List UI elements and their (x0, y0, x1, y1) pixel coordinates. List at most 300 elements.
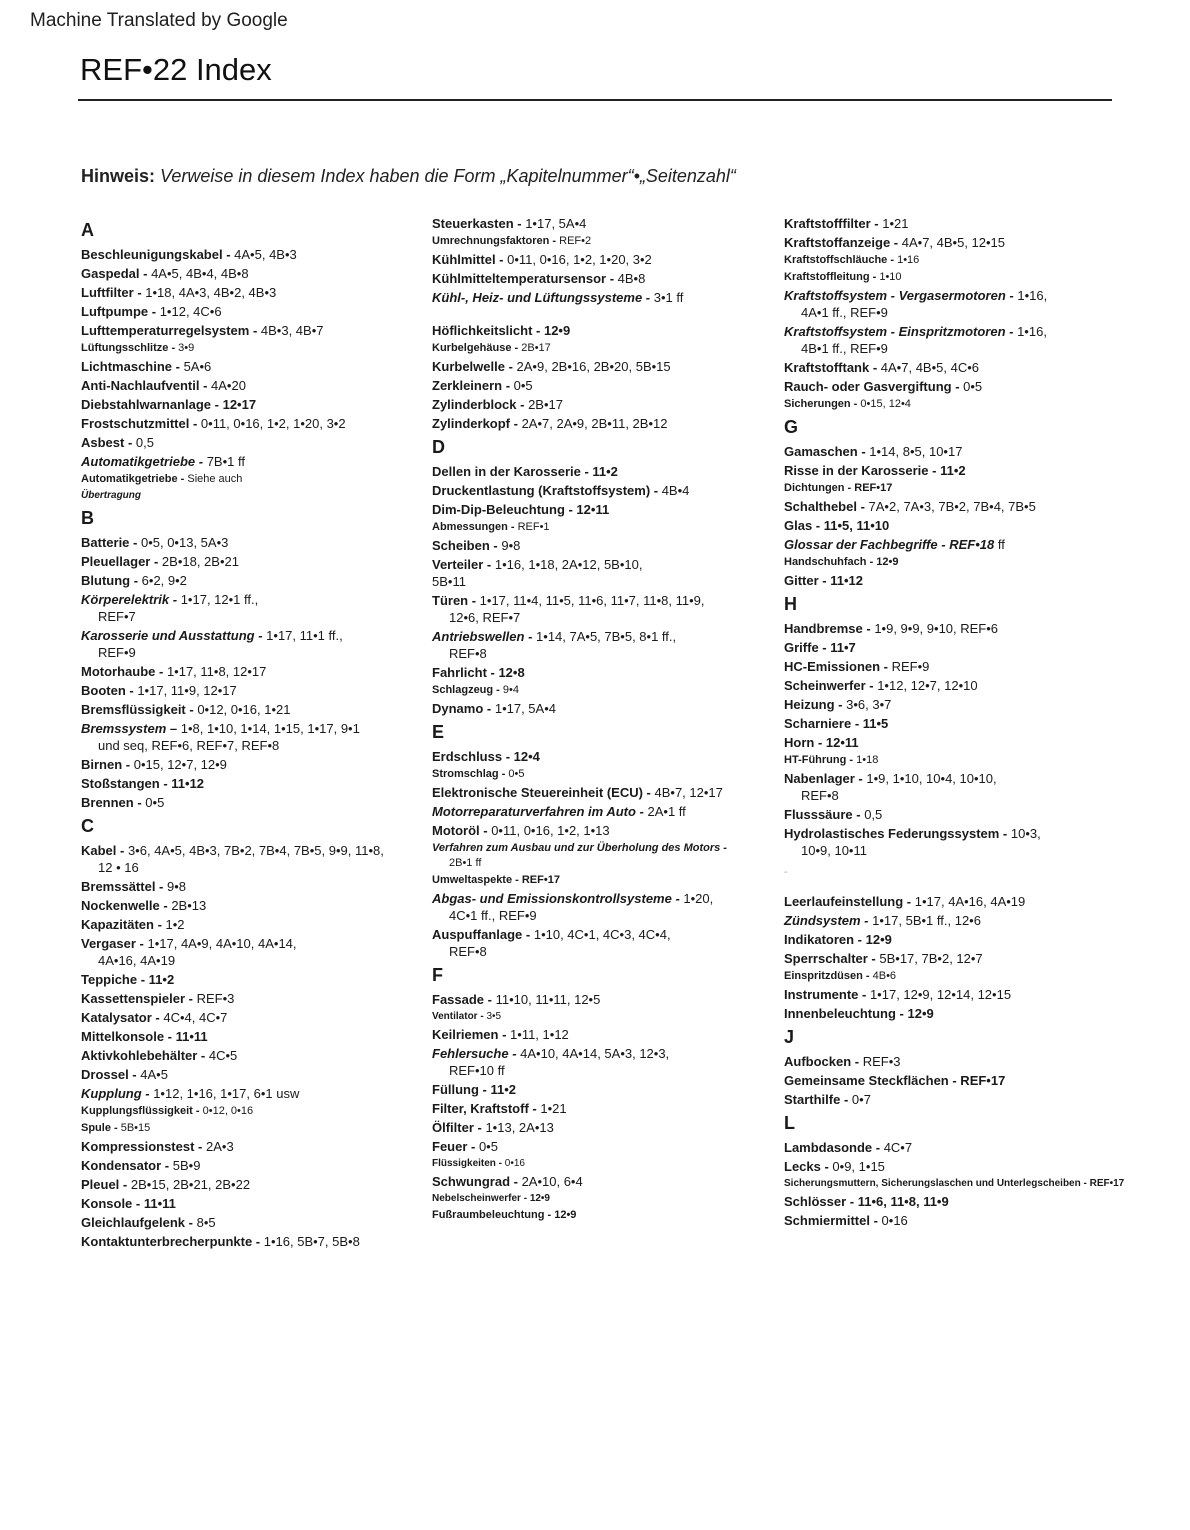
index-entry (81, 663, 426, 680)
entry-term: Anti-Nachlaufventil - (81, 378, 208, 393)
entry-refs: 0•11, 0•16, 1•2, 1•20, 3•2 (503, 252, 652, 267)
entry-term: Batterie - (81, 535, 138, 550)
entry-refs: 2B•17 (524, 397, 563, 412)
index-entry (81, 935, 426, 969)
entry-term: Lichtmaschine - (81, 359, 180, 374)
index-entry (81, 1138, 426, 1155)
index-entry (81, 396, 426, 413)
entry-term: Motoröl - (432, 823, 488, 838)
entry-term: Kupplung - (81, 1086, 150, 1101)
entry-term: Kompressionstest - (81, 1139, 203, 1154)
entry-term: Erdschluss - 12•4 (432, 749, 540, 764)
entry-refs: 9•4 (499, 684, 519, 696)
entry-term: Stoßstangen - 11•12 (81, 776, 205, 791)
index-entry (432, 1208, 777, 1223)
entry-term: Füllung - 11•2 (432, 1082, 517, 1097)
section-letter: D (432, 437, 445, 457)
entry-term: Scheinwerfer - (784, 678, 874, 693)
index-entry (784, 323, 1129, 357)
index-entry (81, 265, 426, 282)
entry-refs-continued: REF•8 (449, 944, 487, 959)
entry-refs: 1•8, 1•10, 1•14, 1•15, 1•17, 9•1 (177, 721, 360, 736)
entry-refs: 0•5, 0•13, 5A•3 (137, 535, 229, 550)
entry-refs: 1•11, 1•12 (506, 1027, 569, 1042)
index-entry (432, 1026, 777, 1043)
section-letter: G (784, 417, 799, 437)
note-text: Verweise in diesem Index haben die Form „Kapitelnummer“•„Seitenzahl“ (160, 166, 736, 186)
entry-term: Bremssättel - (81, 879, 164, 894)
entry-refs: 4C•7 (880, 1140, 913, 1155)
index-entry (784, 287, 1129, 321)
entry-term: Scheiben - (432, 538, 498, 553)
index-entry (81, 553, 426, 570)
entry-term: Abgas- und Emissionskontrollsysteme - (432, 891, 680, 906)
index-entry (432, 358, 777, 375)
index-entry (81, 627, 426, 661)
entry-term: Starthilfe - (784, 1092, 849, 1107)
entry-refs: 5A•6 (179, 359, 212, 374)
entry-term: Bremsflüssigkeit - (81, 702, 194, 717)
entry-term: Schmiermittel - (784, 1213, 878, 1228)
entry-refs: 0•12, 0•16 (199, 1105, 254, 1117)
entry-refs: 1•9, 9•9, 9•10, REF•6 (870, 621, 999, 636)
entry-refs: 4B•4 (658, 483, 690, 498)
entry-refs: 4A•5 (136, 1067, 168, 1082)
index-entry (81, 377, 426, 394)
index-entry (784, 677, 1129, 694)
index-entry (81, 572, 426, 589)
index-entry (81, 990, 426, 1007)
index-entry (432, 537, 777, 554)
entry-refs: 1•17, 11•8, 12•17 (163, 664, 267, 679)
entry-term: Elektronische Steuereinheit (ECU) - (432, 785, 651, 800)
entry-term: Keilriemen - (432, 1027, 507, 1042)
entry-refs: 1•9, 1•10, 10•4, 10•10, (862, 771, 997, 786)
entry-term: Kraftstoffanzeige - (784, 235, 899, 250)
section-letter: J (784, 1027, 795, 1047)
entry-term: Gleichlaufgelenk - (81, 1215, 193, 1230)
index-entry (81, 434, 426, 451)
index-entry (784, 481, 1129, 496)
entry-refs: 1•2 (161, 917, 185, 932)
entry-refs: 3•6, 3•7 (842, 697, 892, 712)
index-entry (432, 784, 777, 801)
entry-term: Automatikgetriebe - (81, 473, 185, 485)
entry-term: Handschuhfach - 12•9 (784, 556, 899, 568)
entry-refs: 4C•4, 4C•7 (159, 1010, 228, 1025)
entry-refs: 1•18, 4A•3, 4B•2, 4B•3 (141, 285, 277, 300)
entry-term: Motorreparaturverfahren im Auto - (432, 804, 644, 819)
index-entry (784, 1158, 1129, 1175)
stray-mark: - (784, 867, 788, 878)
entry-term: Dynamo - (432, 701, 492, 716)
entry-refs: 1•12, 4C•6 (156, 304, 222, 319)
entry-refs: 4A•5, 4B•4, 4B•8 (147, 266, 249, 281)
entry-refs: 4B•7, 12•17 (650, 785, 723, 800)
index-entry (784, 950, 1129, 967)
index-column-3 (784, 215, 1129, 1231)
index-entry (81, 358, 426, 375)
index-entry (784, 696, 1129, 713)
entry-term: Handbremse - (784, 621, 871, 636)
entry-refs: 0•5 (475, 1139, 498, 1154)
index-entry (432, 841, 777, 871)
index-entry (432, 270, 777, 287)
entry-refs: 2B•13 (167, 898, 207, 913)
index-entry (81, 842, 426, 876)
index-entry (784, 1139, 1129, 1156)
index-entry (432, 767, 777, 782)
entry-refs: 7A•2, 7A•3, 7B•2, 7B•4, 7B•5 (864, 499, 1036, 514)
entry-term: Bremssystem – (81, 721, 178, 736)
entry-refs-continued: REF•9 (98, 645, 136, 660)
entry-term: Lecks - (784, 1159, 829, 1174)
index-entry (432, 377, 777, 394)
index-entry (81, 971, 426, 988)
index-entry (784, 253, 1129, 268)
index-entry (784, 378, 1129, 395)
index-entry (432, 463, 777, 480)
index-entry (784, 969, 1129, 984)
index-entry (81, 246, 426, 263)
index-entry (81, 453, 426, 470)
entry-refs: 1•16, 5B•7, 5B•8 (260, 1234, 360, 1249)
entry-refs: 2A•9, 2B•16, 2B•20, 5B•15 (512, 359, 671, 374)
entry-refs: 0,5 (860, 807, 883, 822)
entry-term: Automatikgetriebe - (81, 454, 204, 469)
entry-refs: 4C•5 (205, 1048, 238, 1063)
machine-translation-banner: Machine Translated by Google (30, 10, 288, 31)
index-entry (81, 1214, 426, 1231)
entry-term: Fahrlicht - 12•8 (432, 665, 525, 680)
entry-term: Sicherungen - (784, 398, 858, 410)
entry-term: Kraftstofffilter - (784, 216, 879, 231)
entry-term: Kondensator - (81, 1158, 170, 1173)
entry-refs: 3•5 (483, 1011, 502, 1022)
entry-term: Schlösser - 11•6, 11•8, 11•9 (784, 1194, 949, 1209)
entry-refs: 8•5 (192, 1215, 216, 1230)
index-entry (81, 1066, 426, 1083)
section-letter: E (432, 722, 445, 742)
entry-term: Kapazitäten - (81, 917, 162, 932)
entry-term: Sperrschalter - (784, 951, 876, 966)
page-title: REF•22 Index (80, 52, 272, 87)
index-entry (432, 1138, 777, 1155)
entry-refs: 0•15, 12•4 (857, 398, 911, 410)
entry-term: Ölfilter - (432, 1120, 482, 1135)
entry-refs-continued: 10•9, 10•11 (801, 843, 867, 858)
section-letter: C (81, 816, 94, 836)
entry-term: Kontaktunterbrecherpunkte - (81, 1234, 261, 1249)
entry-refs: Siehe auch (184, 473, 243, 485)
entry-term: Kurbelgehäuse - (432, 342, 519, 354)
index-entry (784, 1053, 1129, 1070)
entry-term: Filter, Kraftstoff - (432, 1101, 537, 1116)
entry-term: Rauch- oder Gasvergiftung - (784, 379, 960, 394)
entry-term: Gitter - 11•12 (784, 573, 863, 588)
index-entry (81, 1157, 426, 1174)
index-entry (432, 592, 777, 626)
entry-term: Risse in der Karosserie - 11•2 (784, 463, 966, 478)
header-rule (78, 99, 1112, 101)
entry-term: Zerkleinern - (432, 378, 511, 393)
entry-term: HT-Führung - (784, 754, 854, 766)
entry-refs: 1•16, 1•18, 2A•12, 5B•10, (491, 557, 643, 572)
index-entry (784, 715, 1129, 732)
entry-term: Drossel - (81, 1067, 137, 1082)
entry-term: Flüssigkeiten - (432, 1158, 503, 1169)
entry-term: Kühlmitteltemperatursensor - (432, 271, 615, 286)
index-entry (432, 1081, 777, 1098)
entry-refs: 2A•3 (202, 1139, 234, 1154)
entry-refs: REF•3 (193, 991, 235, 1006)
entry-term: Karosserie und Ausstattung - (81, 628, 263, 643)
index-entry (432, 520, 777, 535)
entry-refs: 1•13, 2A•13 (481, 1120, 554, 1135)
index-column-2 (432, 215, 777, 1225)
index-entry (432, 1173, 777, 1190)
entry-term: Steuerkasten - (432, 216, 522, 231)
entry-term: Kurbelwelle - (432, 359, 513, 374)
entry-refs: REF•1 (514, 521, 550, 533)
entry-refs: REF•2 (556, 235, 592, 247)
entry-term: Beschleunigungskabel - (81, 247, 231, 262)
entry-refs: 1•17, 11•1 ff., (262, 628, 343, 643)
entry-term: Pleuellager - (81, 554, 159, 569)
entry-term: Fassade - (432, 992, 492, 1007)
entry-refs-continued: 4A•16, 4A•19 (98, 953, 176, 968)
entry-term: Kraftstofftank - (784, 360, 878, 375)
section-letter: L (784, 1113, 795, 1133)
index-entry (784, 517, 1129, 534)
index-entry (784, 734, 1129, 751)
entry-refs: 1•17, 5B•1 ff., 12•6 (868, 913, 981, 928)
entry-term: Kühl-, Heiz- und Lüftungssysteme - (432, 290, 651, 305)
index-entry (81, 682, 426, 699)
index-entry (81, 916, 426, 933)
entry-refs-continued: REF•10 ff (449, 1063, 505, 1078)
entry-term: Hydrolastisches Federungssystem - (784, 826, 1008, 841)
index-entry (81, 720, 426, 754)
entry-term: Brennen - (81, 795, 142, 810)
entry-refs: 1•10, 4C•1, 4C•3, 4C•4, (530, 927, 671, 942)
index-entry (81, 415, 426, 432)
entry-refs: 0•12, 0•16, 1•21 (193, 702, 291, 717)
entry-term: Kraftstoffsystem - Vergasermotoren - (784, 288, 1014, 303)
index-entry (81, 284, 426, 301)
entry-refs: 0•7 (848, 1092, 871, 1107)
note-label: Hinweis: (81, 166, 156, 186)
entry-refs: 9•8 (497, 538, 521, 553)
entry-term: Nebelscheinwerfer - 12•9 (432, 1193, 550, 1204)
entry-term: Lufttemperaturregelsystem - (81, 323, 258, 338)
index-entry (432, 628, 777, 662)
index-entry (81, 878, 426, 895)
index-entry (784, 462, 1129, 479)
index-entry (432, 322, 777, 339)
entry-refs: 1•21 (878, 216, 909, 231)
index-entry (81, 897, 426, 914)
index-entry (784, 572, 1129, 589)
entry-refs: 4B•8 (614, 271, 646, 286)
entry-term: Horn - 12•11 (784, 735, 859, 750)
entry-refs: 0•16 (502, 1158, 525, 1169)
entry-refs: 1•17, 12•9, 12•14, 12•15 (866, 987, 1012, 1002)
entry-refs-continued: REF•8 (801, 788, 839, 803)
index-entry (81, 1176, 426, 1193)
entry-term: Birnen - (81, 757, 131, 772)
entry-term: Konsole - 11•11 (81, 1196, 176, 1211)
index-entry (432, 234, 777, 249)
entry-refs-continued: 2B•1 ff (449, 857, 482, 869)
section-letter: H (784, 594, 797, 614)
entry-term: Spule - (81, 1122, 118, 1134)
entry-refs: 5B•15 (117, 1122, 151, 1134)
entry-term: Booten - (81, 683, 134, 698)
entry-term: Instrumente - (784, 987, 867, 1002)
index-entry (432, 1100, 777, 1117)
entry-refs: 0•11, 0•16, 1•2, 1•20, 3•2 (197, 416, 346, 431)
entry-term: Zylinderblock - (432, 397, 525, 412)
entry-term: Schwungrad - (432, 1174, 518, 1189)
entry-term: Sicherungsmuttern, Sicherungslaschen und Unterlegscheiben - REF•17 (784, 1178, 1125, 1189)
entry-refs: 1•18 (853, 754, 879, 766)
entry-term: Innenbeleuchtung - 12•9 (784, 1006, 934, 1021)
index-entry (81, 1233, 426, 1250)
entry-term: Motorhaube - (81, 664, 164, 679)
index-entry (432, 890, 777, 924)
entry-refs: 1•12, 1•16, 1•17, 6•1 usw (149, 1086, 300, 1101)
entry-term: Kraftstoffleitung - (784, 271, 877, 283)
index-entry (784, 498, 1129, 515)
entry-term: Pleuel - (81, 1177, 128, 1192)
index-entry (432, 415, 777, 432)
entry-term: Luftpumpe - (81, 304, 157, 319)
index-entry (432, 822, 777, 839)
entry-refs: 1•16, (1013, 288, 1048, 303)
entry-term: Frostschutzmittel - (81, 416, 198, 431)
entry-refs: 1•16, (1013, 324, 1047, 339)
index-note (81, 166, 736, 187)
entry-refs-continued: 4A•1 ff., REF•9 (801, 305, 888, 320)
entry-term: Gemeinsame Steckflächen - REF•17 (784, 1073, 1006, 1088)
index-entry (432, 501, 777, 518)
entry-refs: 1•14, 8•5, 10•17 (865, 444, 963, 459)
index-entry (784, 536, 1129, 553)
entry-refs: 2B•15, 2B•21, 2B•22 (127, 1177, 251, 1192)
index-entry (784, 1005, 1129, 1022)
entry-term: Abmessungen - (432, 521, 515, 533)
index-entry (784, 215, 1129, 232)
entry-term: Höflichkeitslicht - 12•9 (432, 323, 571, 338)
index-entry (432, 556, 777, 590)
index-entry (81, 1047, 426, 1064)
entry-term: Kraftstoffsystem - Einspritzmotoren - (784, 324, 1014, 339)
entry-refs: 4A•10, 4A•14, 5A•3, 12•3, (516, 1046, 670, 1061)
entry-term: Fußraumbeleuchtung - 12•9 (432, 1209, 577, 1221)
entry-term: Flusssäure - (784, 807, 861, 822)
entry-term: Stromschlag - (432, 768, 506, 780)
entry-term: Griffe - 11•7 (784, 640, 856, 655)
entry-refs: 3•1 ff (650, 290, 684, 305)
entry-term: Umweltaspekte - REF•17 (432, 874, 560, 886)
entry-refs: 1•17, 5A•4 (521, 216, 587, 231)
index-entry (81, 591, 426, 625)
entry-term: Verfahren zum Ausbau und zur Überholung des Motors - (432, 842, 727, 854)
entry-term: Türen - (432, 593, 477, 608)
index-entry (432, 482, 777, 499)
entry-refs: 3•6, 4A•5, 4B•3, 7B•2, 7B•4, 7B•5, 9•9, 11•8, (124, 843, 384, 858)
entry-term: Gamaschen - (784, 444, 866, 459)
entry-refs: 4A•7, 4B•5, 12•15 (898, 235, 1006, 250)
entry-refs: 5B•17, 7B•2, 12•7 (875, 951, 983, 966)
index-entry (784, 1177, 1129, 1191)
entry-refs: 2B•18, 2B•21 (158, 554, 239, 569)
index-entry (784, 443, 1129, 460)
entry-refs: 0•5 (959, 379, 983, 394)
index-entry (432, 664, 777, 681)
entry-refs: 1•17, 4A•16, 4A•19 (911, 894, 1026, 909)
index-entry (81, 472, 426, 487)
index-entry (432, 683, 777, 698)
entry-term: Kassettenspieler - (81, 991, 193, 1006)
index-entry (784, 658, 1129, 675)
entry-refs: 4B•6 (869, 970, 897, 982)
index-entry (432, 289, 777, 306)
index-entry (432, 1157, 777, 1171)
index-entry (784, 806, 1129, 823)
index-entry (784, 986, 1129, 1003)
entry-term: Verteiler - (432, 557, 492, 572)
index-entry (432, 1192, 777, 1206)
entry-term: Einspritzdüsen - (784, 970, 870, 982)
entry-term: Feuer - (432, 1139, 476, 1154)
index-entry (81, 534, 426, 551)
index-entry (432, 396, 777, 413)
index-entry (432, 748, 777, 765)
entry-refs: 1•12, 12•7, 12•10 (873, 678, 978, 693)
entry-refs: 0•5 (510, 378, 533, 393)
index-entry (81, 775, 426, 792)
entry-term: Scharniere - 11•5 (784, 716, 889, 731)
entry-term: Druckentlastung (Kraftstoffsystem) - (432, 483, 659, 498)
entry-term: Katalysator - (81, 1010, 160, 1025)
entry-term: Kühlmittel - (432, 252, 504, 267)
entry-refs: REF•3 (859, 1054, 901, 1069)
entry-term: Kabel - (81, 843, 125, 858)
entry-term: Asbest - (81, 435, 133, 450)
index-entry (432, 215, 777, 232)
index-entry (432, 873, 777, 888)
entry-refs: 1•16 (894, 254, 920, 266)
entry-term: Lüftungsschlitze - (81, 342, 176, 354)
index-entry (81, 1009, 426, 1026)
entry-refs: 1•14, 7A•5, 7B•5, 8•1 ff., (532, 629, 677, 644)
entry-refs: 4A•5, 4B•3 (230, 247, 297, 262)
entry-term: Dichtungen - REF•17 (784, 482, 893, 494)
entry-refs: 4A•7, 4B•5, 4C•6 (877, 360, 979, 375)
entry-term: Zündsystem - (784, 913, 869, 928)
entry-refs-continued: 5B•11 (432, 574, 466, 589)
entry-refs: 2A•1 ff (643, 804, 686, 819)
entry-term: Nockenwelle - (81, 898, 168, 913)
entry-term: Kraftstoffschläuche - (784, 254, 895, 266)
entry-refs: 0•11, 0•16, 1•2, 1•13 (487, 823, 610, 838)
entry-term: Ventilator - (432, 1011, 484, 1022)
section-letter: B (81, 508, 94, 528)
index-entry (784, 270, 1129, 285)
entry-refs: 0•5 (141, 795, 165, 810)
